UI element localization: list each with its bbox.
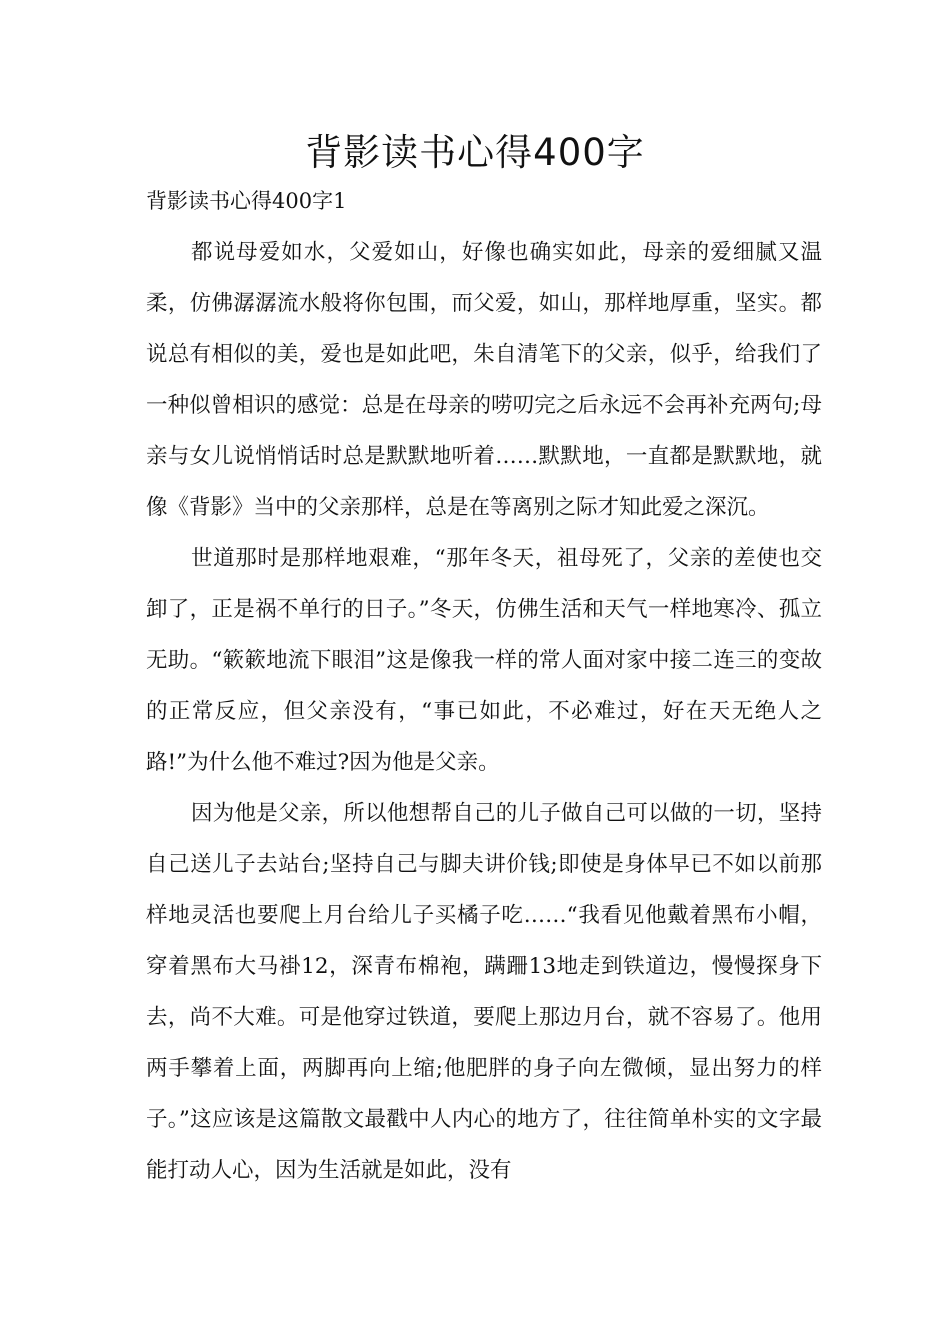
document-body [146, 227, 822, 1196]
paragraph-1: 都说母爱如水，父爱如山，好像也确实如此，母亲的爱细腻又温柔，仿佛潺潺流水般将你包围，而父爱，如山，那样地厚重，坚实。都说总有相似的美，爱也是如此吧，朱自清笔下的父亲，似乎，给我们了一种似曾相识的感觉：总是在母亲的唠叨完之后永远不会再补充两句;母亲与女儿说悄悄话时总是默默地听着……默默地，一直都是默默地，就像《背影》当中的父亲那样，总是在等离别之际才知此爱之深沉。 [146, 240, 822, 520]
document-title: 背影读书心得400字 [305, 131, 645, 174]
paragraph-3: 因为他是父亲，所以他想帮自己的儿子做自己可以做的一切，坚持自己送儿子去站台;坚持自己与脚夫讲价钱;即使是身体早已不如以前那样地灵活也要爬上月台给儿子买橘子吃……“我看见他戴着黑布小帽，穿着黑布大马褂12，深青布棉袍，蹒跚13地走到铁道边，慢慢探身下去，尚不大难。可是他穿过铁道，要爬上那边月台，就不容易了。他用两手攀着上面，两脚再向上缩;他肥胖的身子向左微倾，显出努力的样子。”这应该是这篇散文最戳中人内心的地方了，往往简单朴实的文字最能打动人心，因为生活就是如此，没有 [146, 801, 822, 1183]
section-heading: 背影读书心得400字1 [146, 189, 347, 213]
paragraph-2: 世道那时是那样地艰难，“那年冬天，祖母死了，父亲的差使也交卸了，正是祸不单行的日子。”冬天，仿佛生活和天气一样地寒冷、孤立无助。“簌簌地流下眼泪”这是像我一样的常人面对家中接二连三的变故的正常反应，但父亲没有，“事已如此，不必难过，好在天无绝人之路!”为什么他不难过?因为他是父亲。 [146, 546, 822, 775]
